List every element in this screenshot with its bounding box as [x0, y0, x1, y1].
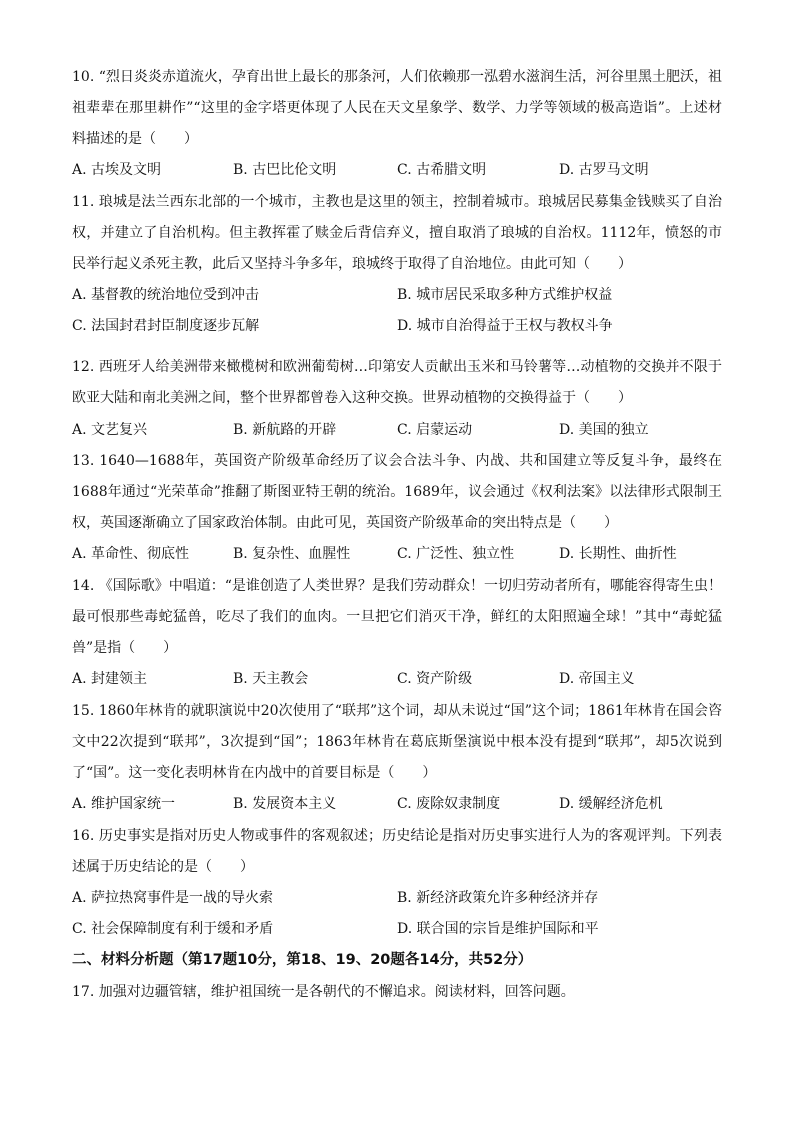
section-heading: 二、材料分析题（第17题10分，第18、19、20题各14分，共52分）	[72, 952, 533, 968]
question-14-option-d[interactable]: D. 帝国主义	[559, 671, 635, 687]
question-12-option-c[interactable]: C. 启蒙运动	[397, 422, 473, 438]
question-10-options	[72, 156, 722, 184]
question-11-stem: 11. 琅城是法兰西东北部的一个城市，主教也是这里的领主，控制着城市。琅城居民募集金钱赎买了自治权，并建立了自治机构。但主教挥霍了赎金后背信弃义，擅自取消了琅城的自治权。1112年，愤怒的市民举行起义杀死主教，此后又坚持斗争多年，琅城终于取得了自治地位。由此可知（ ）	[72, 194, 722, 273]
question-11-option-c[interactable]: C. 法国封君封臣制度逐步瓦解	[72, 318, 260, 334]
question-10-stem: 10. “烈日炎炎赤道流火，孕育出世上最长的那条河，人们依赖那一泓碧水滋润生活，河谷里黑土肥沃，祖祖辈辈在那里耕作”“这里的金字塔更体现了人民在天文星象学、数学、力学等领域的极高造诣”。上述材料描述的是（ ）	[72, 69, 722, 148]
question-12-options	[72, 416, 722, 444]
question-10-option-a[interactable]: A. 古埃及文明	[72, 162, 162, 178]
question-15-option-a[interactable]: A. 维护国家统一	[72, 796, 176, 812]
question-15-option-d[interactable]: D. 缓解经济危机	[559, 796, 663, 812]
question-12-stem: 12. 西班牙人给美洲带来橄榄树和欧洲葡萄树…印第安人贡献出玉米和马铃薯等…动植物的交换并不限于欧亚大陆和南北美洲之间，整个世界都曾卷入这种交换。世界动植物的交换得益于（ ）	[72, 359, 722, 407]
question-17-stem: 17. 加强对边疆管辖，维护祖国统一是各朝代的不懈追求。阅读材料，回答问题。	[72, 984, 575, 1000]
question-16-option-b[interactable]: B. 新经济政策允许多种经济并存	[397, 890, 599, 906]
question-11-options-row2	[72, 312, 722, 340]
question-10-option-c[interactable]: C. 古希腊文明	[397, 162, 487, 178]
question-11-option-d[interactable]: D. 城市自治得益于王权与教权斗争	[397, 318, 613, 334]
question-15-option-b[interactable]: B. 发展资本主义	[233, 796, 337, 812]
question-16-options-row2	[72, 915, 722, 943]
question-16-option-c[interactable]: C. 社会保障制度有利于缓和矛盾	[72, 921, 274, 937]
question-13-option-a[interactable]: A. 革命性、彻底性	[72, 546, 190, 562]
question-14-options	[72, 665, 722, 693]
question-14-option-c[interactable]: C. 资产阶级	[397, 671, 473, 687]
question-16-option-d[interactable]: D. 联合国的宗旨是维护国际和平	[397, 921, 599, 937]
question-10-option-b[interactable]: B. 古巴比伦文明	[233, 162, 337, 178]
question-13-options	[72, 540, 722, 568]
question-15-options	[72, 790, 722, 818]
question-16-options-row1	[72, 884, 722, 912]
question-13-option-c[interactable]: C. 广泛性、独立性	[397, 546, 515, 562]
question-15-stem: 15. 1860年林肯的就职演说中20次使用了“联邦”这个词，却从未说过“国”这个词；1861年林肯在国会咨文中22次提到“联邦”，3次提到“国”；1863年林肯在葛底斯堡演说中根本没有提到“联邦”，却5次说到了“国”。这一变化表明林肯在内战中的首要目标是（ ）	[72, 703, 722, 782]
question-14-option-b[interactable]: B. 天主教会	[233, 671, 309, 687]
question-12-option-b[interactable]: B. 新航路的开辟	[233, 422, 337, 438]
question-13-option-d[interactable]: D. 长期性、曲折性	[559, 546, 677, 562]
question-13-option-b[interactable]: B. 复杂性、血腥性	[233, 546, 351, 562]
question-11-option-a[interactable]: A. 基督教的统治地位受到冲击	[72, 287, 260, 303]
question-10-option-d[interactable]: D. 古罗马文明	[559, 162, 649, 178]
question-14-option-a[interactable]: A. 封建领主	[72, 671, 148, 687]
question-13-stem: 13. 1640—1688年，英国资产阶级革命经历了议会合法斗争、内战、共和国建立等反复斗争，最终在1688年通过“光荣革命”推翻了斯图亚特王朝的统治。1689年，议会通过《权利法案》以法律形式限制王权，英国逐渐确立了国家政治体制。由此可见，英国资产阶级革命的突出特点是（ ）	[72, 453, 722, 532]
question-11-option-b[interactable]: B. 城市居民采取多种方式维护权益	[397, 287, 613, 303]
question-15-option-c[interactable]: C. 废除奴隶制度	[397, 796, 501, 812]
question-12-option-a[interactable]: A. 文艺复兴	[72, 422, 148, 438]
question-12-option-d[interactable]: D. 美国的独立	[559, 422, 649, 438]
question-11-options-row1	[72, 281, 722, 309]
question-14-stem: 14. 《国际歌》中唱道：“是谁创造了人类世界？是我们劳动群众！一切归劳动者所有，哪能容得寄生虫！最可恨那些毒蛇猛兽，吃尽了我们的血肉。一旦把它们消灭干净，鲜红的太阳照遍全球！”其中“毒蛇猛兽”是指（ ）	[72, 578, 722, 657]
question-16-stem: 16. 历史事实是指对历史人物或事件的客观叙述；历史结论是指对历史事实进行人为的客观评判。下列表述属于历史结论的是（ ）	[72, 828, 722, 876]
question-16-option-a[interactable]: A. 萨拉热窝事件是一战的导火索	[72, 890, 274, 906]
